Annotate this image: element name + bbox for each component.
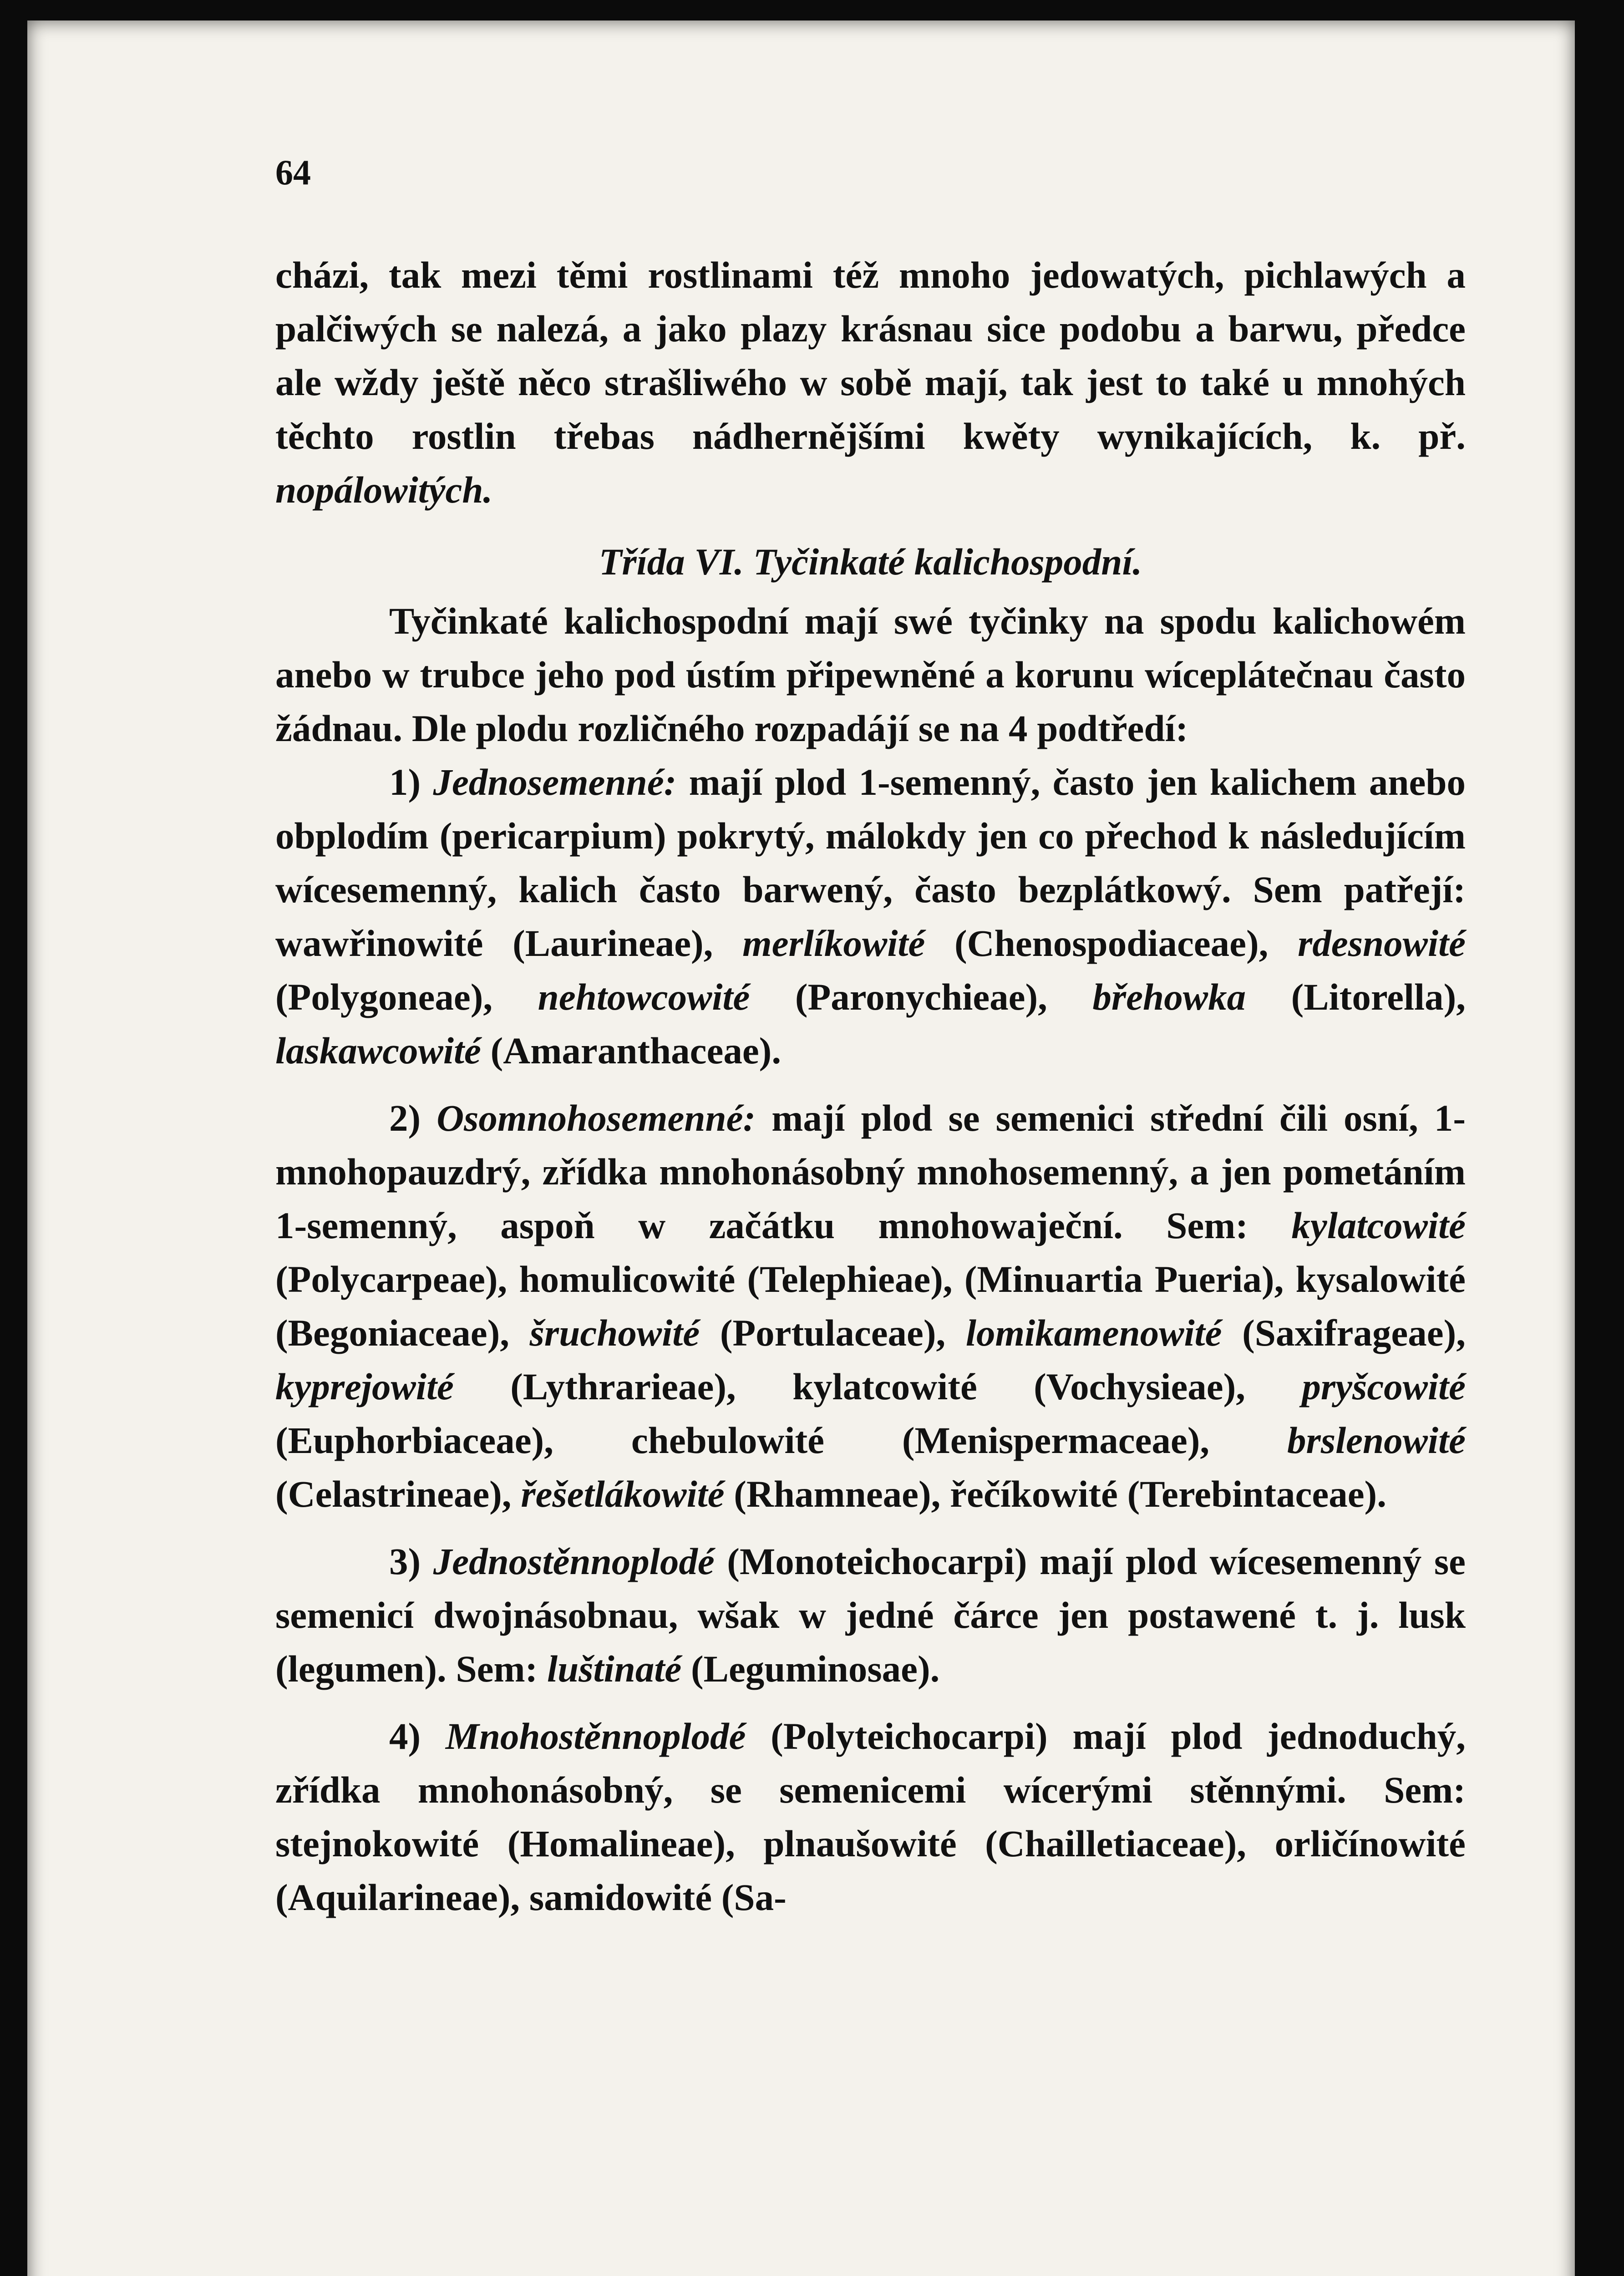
paragraph-gap [275, 1521, 1466, 1534]
italic-term: Osomnohosemenné: [436, 1097, 756, 1139]
intro-paragraph [275, 248, 1466, 517]
italic-term: pryšcowité [1302, 1366, 1466, 1407]
paragraph-gap [275, 1077, 1466, 1091]
italic-term: brslenowité [1287, 1419, 1466, 1461]
text-run: (Rhamneae), řečíkowité (Terebintaceae). [724, 1473, 1386, 1515]
text-run: (Leguminosae). [681, 1648, 940, 1690]
book-page [27, 20, 1575, 2276]
italic-term: Mnohostěnnoplodé [445, 1715, 746, 1757]
text-run: 2) [389, 1097, 437, 1139]
text-run: 1) [389, 761, 433, 803]
subclass-paragraph [275, 1709, 1466, 1924]
body-text [275, 248, 1466, 1924]
italic-term: merlíkowité [742, 922, 925, 964]
text-run: (Polycarpeae), homulicowité (Telephieae), (Minuartia Pueria), kysalowité (Begoniaceae), [275, 1258, 1466, 1354]
text-run: (Polyteichocarpi) mají plod jednoduchý, zřídka mnohonásobný, se semenicemi wícerými stěnnými. Sem: stejnokowité (Homalineae), plnaušowité (Chailletiaceae), orličínowité (Aquilarineae), samidowité (Sa- [275, 1715, 1466, 1918]
text-run: cházi, tak mezi těmi rostlinami též mnoho jedowatých, pichlawých a palčiwých se nalezá, a jako plazy krásnau sice podobu a barwu, předce ale wždy ještě něco strašliwého w sobě mají, tak jest to také u mnohých těchto rostlin třebas nádhernějšími kwěty wynikajících, k. př. [275, 254, 1466, 457]
text-run: mají plod 1-semenný, často jen kalichem anebo obplodím (pericarpium) pokrytý, málokdy jen co přechod k následujícím wícesemenný, kalich často barwený, často bezplátkowý. Sem patřejí: wawřinowité (Laurineae), [275, 761, 1466, 964]
italic-term: luštinaté [547, 1648, 682, 1690]
text-run: (Portulaceae), [700, 1312, 966, 1354]
text-run: (Monoteichocarpi) mají plod wícesemenný se semenicí dwojnásobnau, wšak w jedné čárce jen postawené t. j. lusk (legumen). Sem: [275, 1540, 1466, 1690]
paragraph-gap [275, 1696, 1466, 1709]
intro2-paragraph: Tyčinkaté kalichospodní mají swé tyčinky na spodu kalichowém anebo w trubce jeho pod ústím připewněné a korunu wíceplátečnau často žádnau. Dle plodu rozličného rozpadájí se na 4 podtředí: [275, 600, 1466, 749]
subclass-list [275, 755, 1466, 1924]
italic-term: kylatcowité [1291, 1204, 1466, 1246]
subclass-paragraph [275, 755, 1466, 1077]
italic-term: kyprejowité [275, 1366, 454, 1407]
text-run: 3) [389, 1540, 433, 1582]
italic-term: řešetlákowité [521, 1473, 725, 1515]
text-run: (Polygoneae), [275, 976, 538, 1018]
italic-term: laskawcowité [275, 1030, 481, 1072]
text-run: (Euphorbiaceae), chebulowité (Menispermaceae), [275, 1419, 1288, 1461]
text-run: 4) [389, 1715, 446, 1757]
text-run: (Amaranthaceae). [481, 1030, 782, 1072]
text-run: (Saxifrageae), [1222, 1312, 1466, 1354]
text-run: (Lythrarieae), kylatcowité (Vochysieae), [453, 1366, 1302, 1407]
subclass-paragraph [275, 1534, 1466, 1696]
italic-term: nopálowitých. [275, 469, 493, 511]
italic-term: nehtowcowité [538, 976, 750, 1018]
text-run: (Paronychieae), [750, 976, 1093, 1018]
italic-term: Jednosemenné: [433, 761, 677, 803]
subclass-paragraph [275, 1091, 1466, 1521]
text-run: (Litorella), [1246, 976, 1466, 1018]
italic-term: rdesnowité [1298, 922, 1466, 964]
text-run: (Celastrineae), [275, 1473, 521, 1515]
italic-term: břehowka [1092, 976, 1246, 1018]
italic-term: Jednostěnnoplodé [433, 1540, 715, 1582]
italic-term: šruchowité [529, 1312, 700, 1354]
text-run: mají plod se semenici střední čili osní, 1-mnohopauzdrý, zřídka mnohonásobný mnohosemenný, a jen pometáním 1-semenný, aspoň w začátku mnohowaječní. Sem: [275, 1097, 1466, 1246]
text-run: (Chenospodiaceae), [925, 922, 1298, 964]
page-number: 64 [275, 152, 311, 192]
italic-term: lomikamenowité [965, 1312, 1222, 1354]
section-heading: Třída VI. Tyčinkaté kalichospodní. [599, 541, 1142, 583]
